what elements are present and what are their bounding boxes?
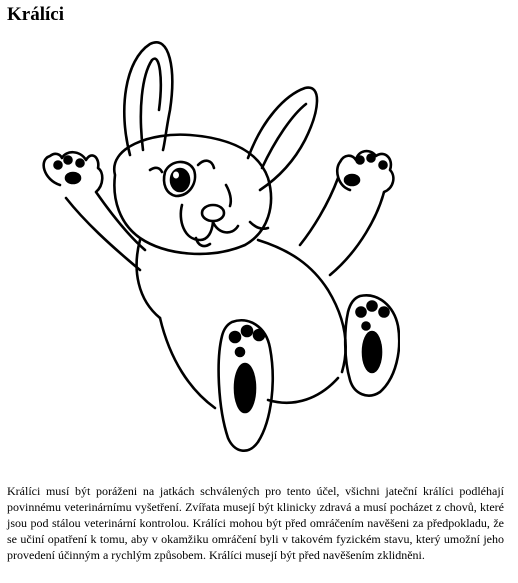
rabbit-right-foot [345,295,399,395]
rabbit-left-foot [219,320,273,450]
rabbit-ear-right [248,88,317,190]
rabbit-head [114,135,271,254]
rabbit-illustration [30,38,400,458]
body-paragraph: Králíci musí být poráženi na jatkách schválených pro tento účel, všichni jateční králíci podléhají povinnému veterinárnímu vyšetření. Zvířata musejí být klinicky zdravá a musí pocházet z chovů, které jsou pod stálou veterinární kontrolou. Králíci mohou být před omráčením navěšeni za předpokladu, že se učiní opatření k tomu, aby v okamžiku omráčení byli v takovém fyzickém stavu, který umožní jeho provedení účinným a rychlým způsobem. Králíci musejí být před navěšením zklidněni. [7,484,504,562]
page-title: Králíci [7,4,64,25]
rabbit-right-arm [300,151,393,275]
rabbit-left-arm [44,152,145,270]
